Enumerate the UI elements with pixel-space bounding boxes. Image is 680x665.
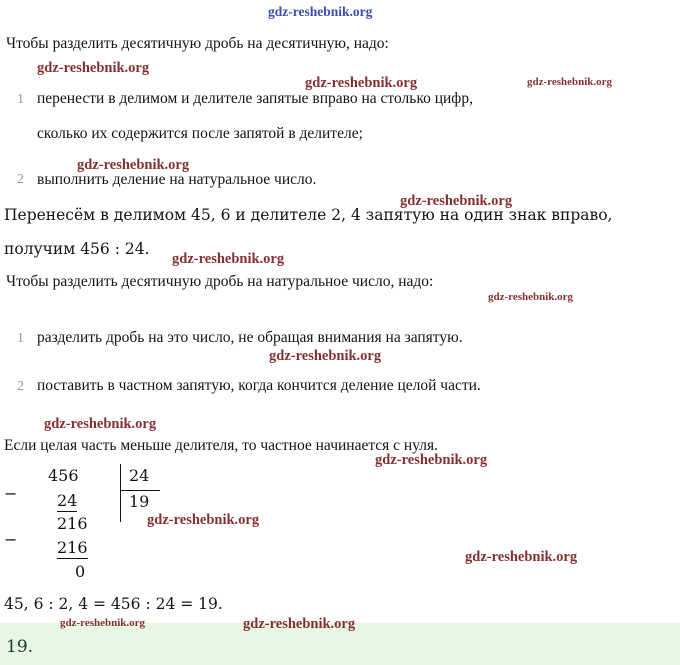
division-vertical-rule	[120, 464, 121, 522]
long-division-block	[0, 458, 320, 588]
division-horizontal-rule	[120, 490, 160, 491]
list2-item-2-line-1: поставить в частном запятую, когда кончится деление целой части.	[37, 377, 481, 394]
minus-sign-2: −	[4, 530, 18, 549]
remainder-2: 0	[75, 562, 86, 581]
watermark-6: gdz-reshebnik.org	[400, 193, 513, 209]
divisor: 24	[129, 466, 150, 485]
paragraph-2: получим 456 : 24.	[4, 240, 150, 258]
paragraph-3: Если целая часть меньше делителя, то частное начинается с нуля.	[4, 437, 439, 454]
list2-item-1-line-1: разделить дробь на это число, не обращая внимания на запятую.	[37, 329, 463, 346]
answer-value: 19.	[6, 637, 34, 657]
watermark-3: gdz-reshebnik.org	[305, 75, 418, 91]
watermark-14: gdz-reshebnik.org	[60, 617, 146, 629]
intro-line-2: Чтобы разделить десятичную дробь на натуральное число, надо:	[6, 273, 434, 290]
top-strip	[0, 0, 680, 4]
answer-bar	[0, 623, 680, 665]
list1-item-2-line-1: выполнить деление на натуральное число.	[37, 171, 317, 188]
list1-item-1-line-1: перенести в делимом и делителе запятые вправо на столько цифр,	[37, 90, 473, 107]
watermark-12: gdz-reshebnik.org	[147, 512, 260, 528]
final-expression: 45, 6 : 2, 4 = 456 : 24 = 19.	[4, 595, 223, 613]
list2-marker-1: 1	[17, 331, 24, 346]
minus-sign-1: −	[4, 484, 18, 503]
list1-marker-2: 2	[17, 172, 24, 187]
watermark-5: gdz-reshebnik.org	[77, 157, 190, 173]
remainder-1: 216	[57, 514, 88, 533]
watermark-8: gdz-reshebnik.org	[488, 291, 574, 303]
watermark-2: gdz-reshebnik.org	[37, 60, 150, 76]
watermark-4: gdz-reshebnik.org	[527, 76, 613, 88]
watermark-13: gdz-reshebnik.org	[465, 549, 578, 565]
dividend: 456	[48, 466, 79, 485]
watermark-9: gdz-reshebnik.org	[269, 348, 382, 364]
quotient: 19	[129, 492, 150, 511]
subtrahend-1: 24	[57, 491, 78, 510]
paragraph-1: Перенесём в делимом 45, 6 и делителе 2, 4 запятую на один знак вправо,	[4, 206, 613, 224]
intro-line-1: Чтобы разделить десятичную дробь на десятичную, надо:	[6, 35, 389, 52]
watermark-11: gdz-reshebnik.org	[375, 452, 488, 468]
subtrahend-2: 216	[57, 538, 88, 557]
watermark-7: gdz-reshebnik.org	[172, 251, 285, 267]
watermark-15: gdz-reshebnik.org	[243, 616, 356, 632]
watermark-10: gdz-reshebnik.org	[44, 416, 157, 432]
watermark-1: gdz-reshebnik.org	[268, 4, 373, 19]
list1-item-1-line-2: сколько их содержится после запятой в делителе;	[37, 125, 363, 142]
list1-marker-1: 1	[17, 92, 24, 107]
list2-marker-2: 2	[17, 379, 24, 394]
